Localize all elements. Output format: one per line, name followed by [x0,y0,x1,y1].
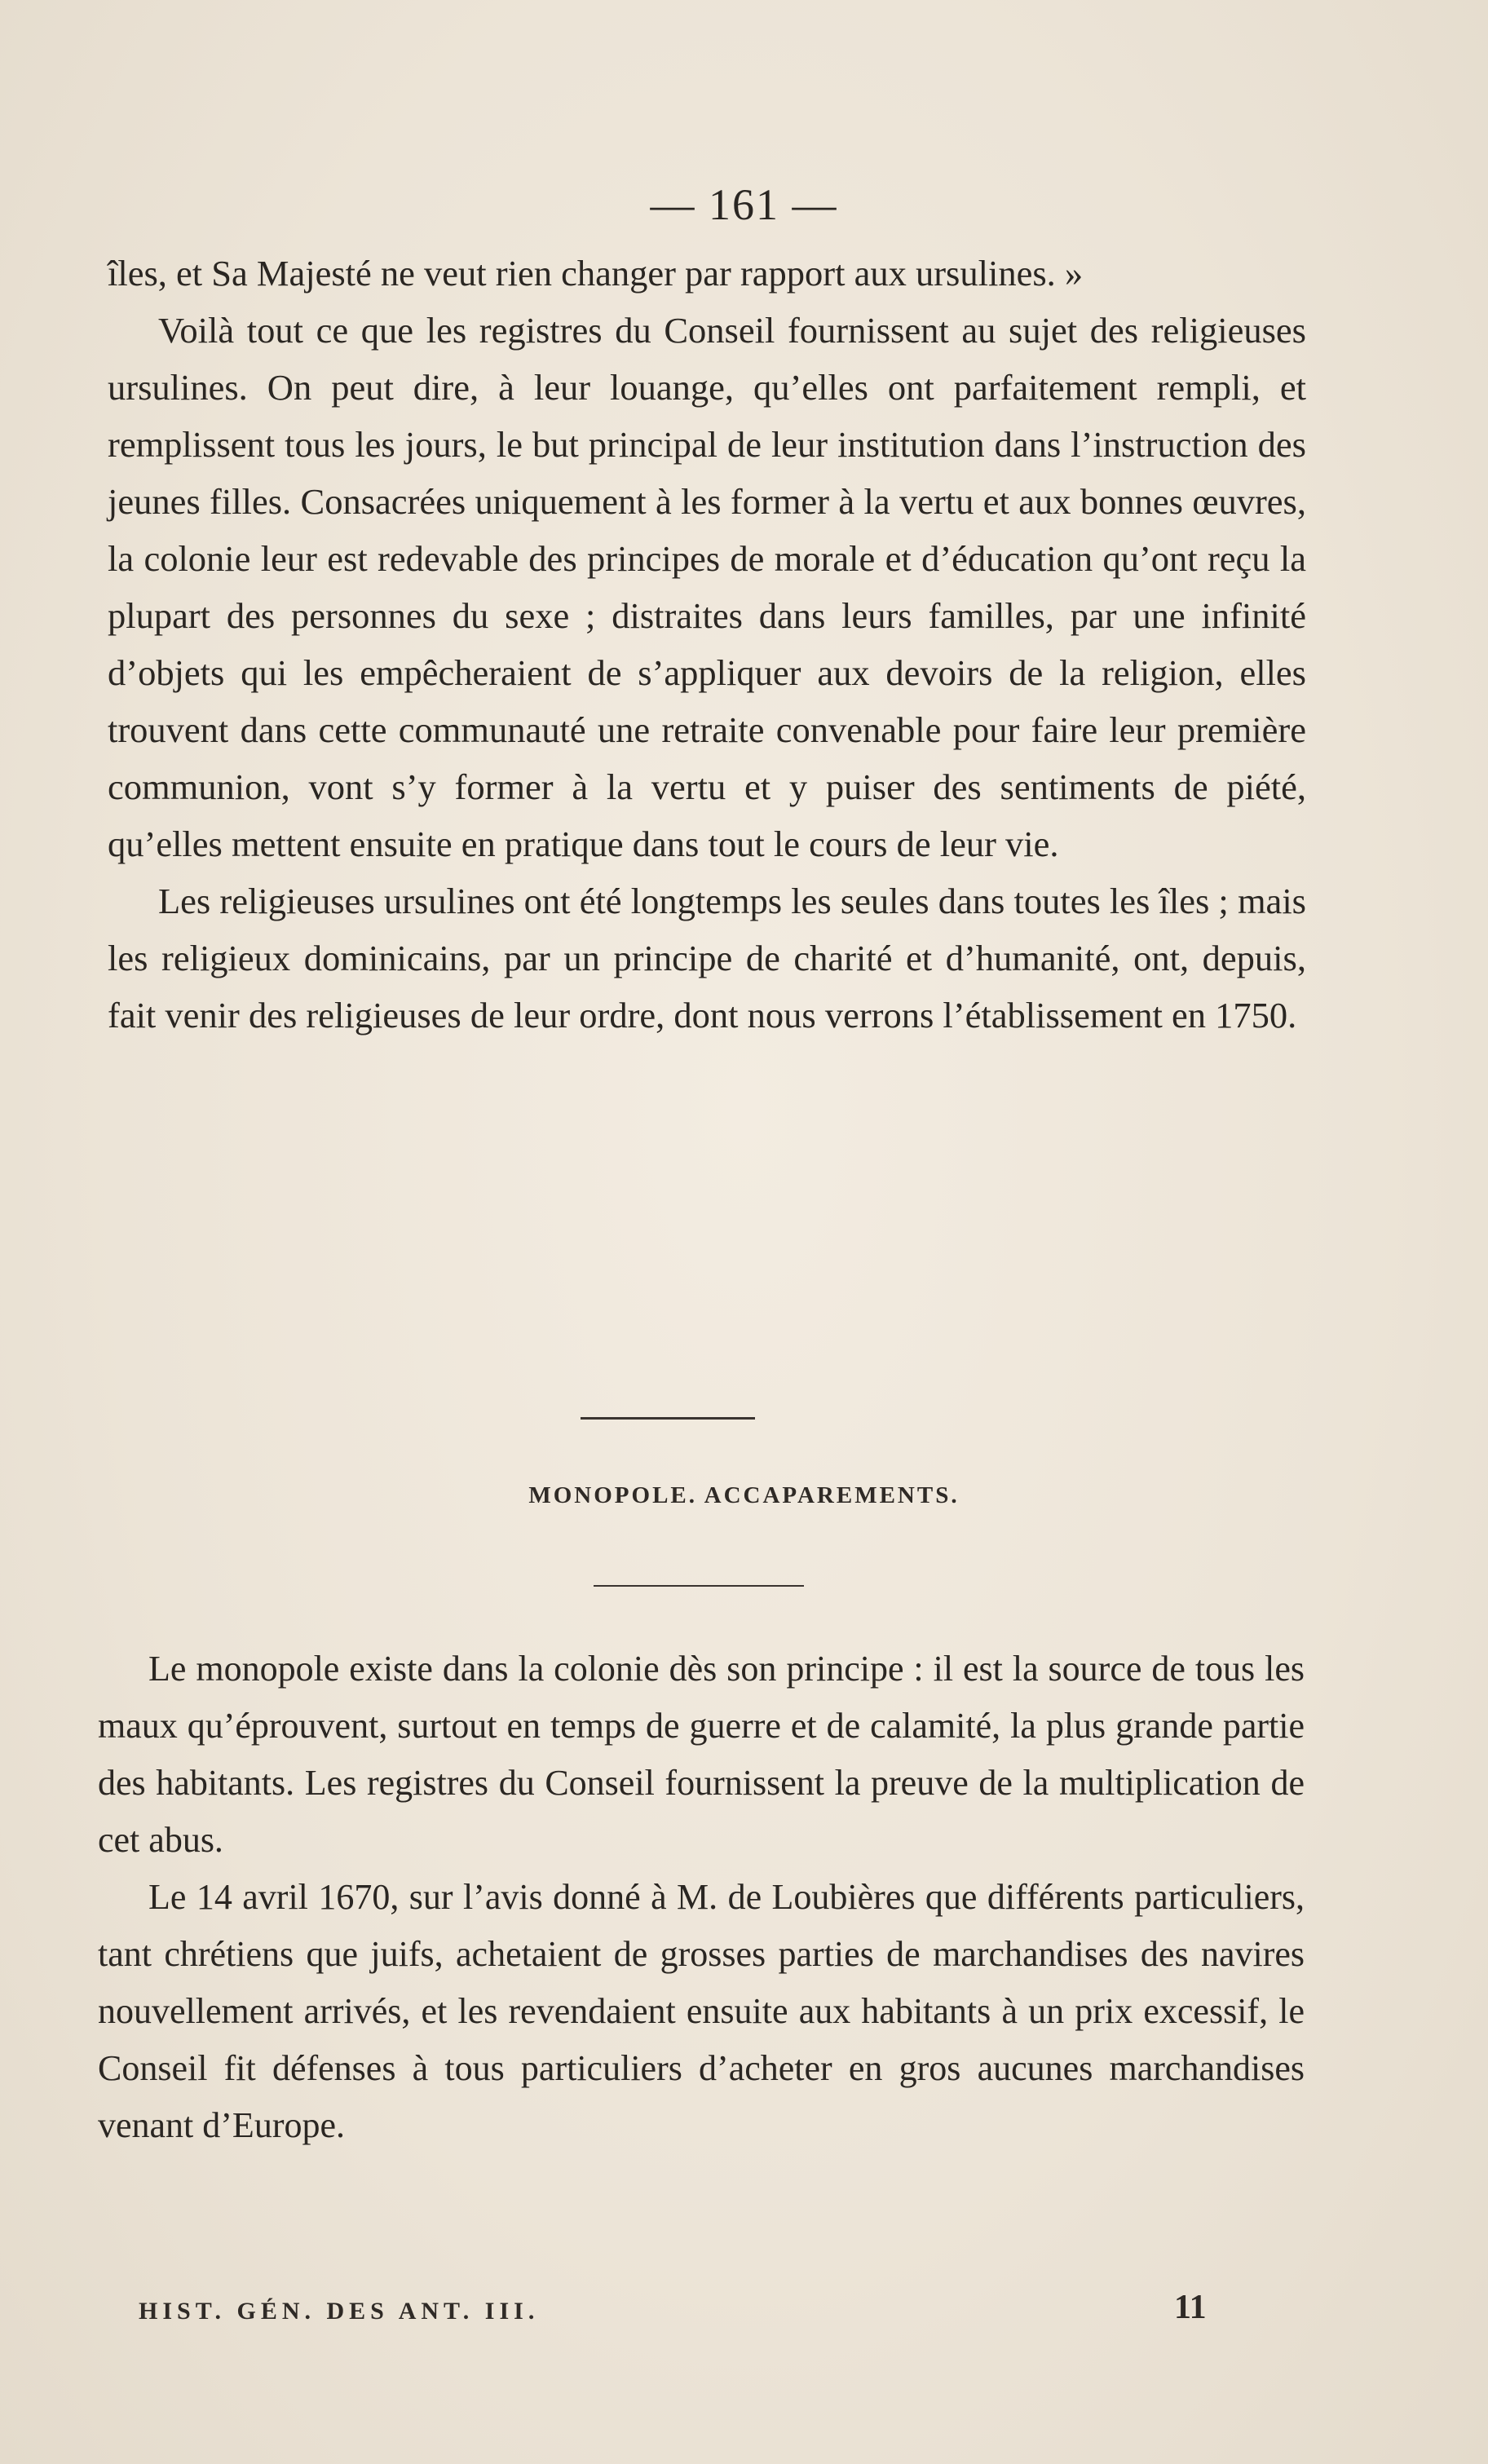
text-block-bottom [98,1640,1305,2154]
paragraph: Voilà tout ce que les registres du Conseil fournissent au sujet des religieuses ursulines. On peut dire, à leur louange, qu’elles ont parfaitement rempli, et remplissent tous les jours, le but principal de leur institution dans l’instruction des jeunes filles. Consacrées uniquement à les former à la vertu et aux bonnes œuvres, la colonie leur est redevable des principes de morale et d’éducation qu’ont reçu la plupart des personnes du sexe ; distraites dans leurs familles, par une infinité d’objets qui les empêcheraient de s’appliquer aux devoirs de la religion, elles trouvent dans cette communauté une retraite convenable pour faire leur première communion, vont s’y former à la vertu et y puiser des sentiments de piété, qu’elles mettent ensuite en pratique dans tout le cours de leur vie. [108,310,1306,864]
paragraph: Le 14 avril 1670, sur l’avis donné à M. de Loubières que différents particuliers, tant chrétiens que juifs, achetaient de grosses parties de marchandises des navires nouvellement arrivés, et les revendaient ensuite aux habitants à un prix excessif, le Conseil fit défenses à tous particuliers d’acheter en gros aucunes marchandises venant d’Europe. [98,1877,1305,2145]
sheet-number: 11 [1174,2289,1207,2326]
signature-mark: HIST. GÉN. DES ANT. III. [139,2298,540,2325]
section-divider-bottom [594,1585,804,1587]
section-divider-top [581,1417,755,1420]
paragraph: Les religieuses ursulines ont été longtemps les seules dans toutes les îles ; mais les religieux dominicains, par un principe de charité et d’humanité, ont, depuis, fait venir des religieuses de leur ordre, dont nous verrons l’établissement en 1750. [108,881,1306,1035]
section-title: MONOPOLE. ACCAPAREMENTS. [528,1482,960,1508]
paragraph: Le monopole existe dans la colonie dès son principe : il est la source de tous les maux qu’éprouvent, surtout en temps de guerre et de calamité, la plus grande partie des habitants. Les registres du Conseil fournissent la preuve de la multiplication de cet abus. [98,1649,1305,1860]
paragraph: îles, et Sa Majesté ne veut rien changer par rapport aux ursulines. » [108,253,1084,294]
page-number: — 161 — [650,180,838,229]
text-block-top [108,245,1306,1044]
